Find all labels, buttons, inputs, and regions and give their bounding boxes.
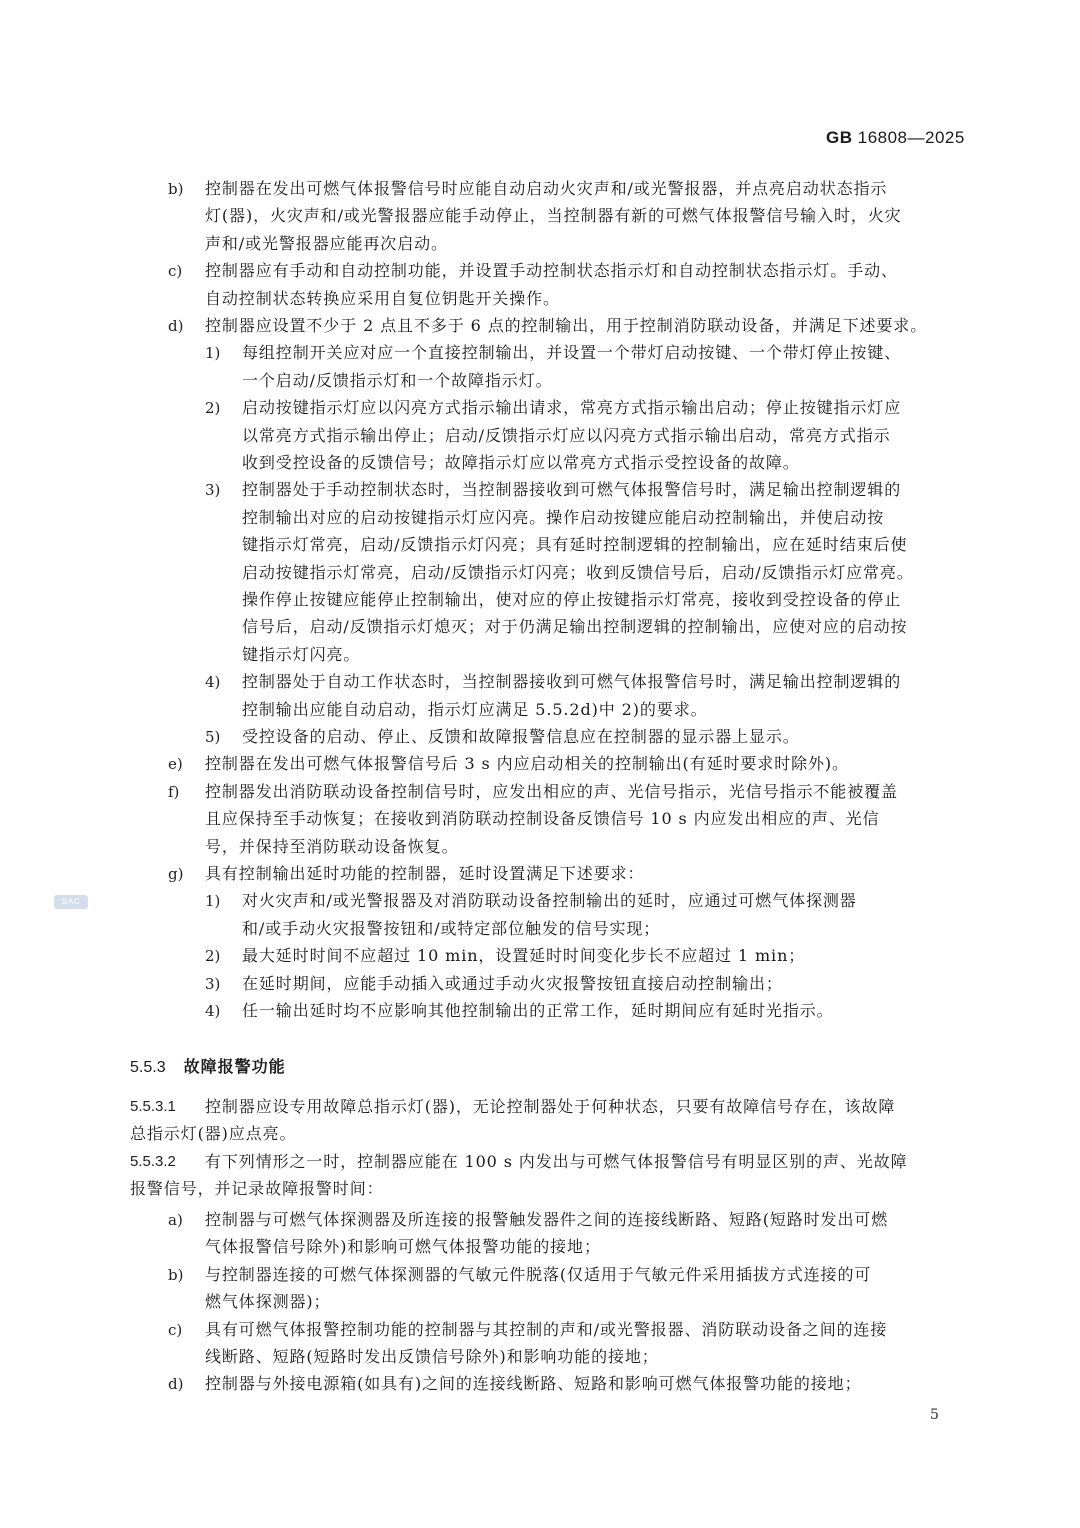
sub-item-line: 一个启动/反馈指示灯和一个故障指示灯。	[242, 370, 553, 390]
list-item-marker: f)	[168, 782, 180, 801]
list-item-line: 控制器在发出可燃气体报警信号时应能自动启动火灾声和/或光警报器，并点亮启动状态指示	[205, 179, 888, 198]
fault-item-marker: d)	[168, 1375, 184, 1394]
list-item-line: 号，并保持至消防联动设备恢复。	[205, 836, 459, 856]
fault-item-line: 与控制器连接的可燃气体探测器的气敏元件脱落(仅适用于气敏元件采用插拔方式连接的可	[205, 1264, 872, 1284]
clause-line: 有下列情形之一时，控制器应能在 100 s 内发出与可燃气体报警信号有明显区别的声、光故障	[205, 1152, 908, 1171]
fault-item-line: 燃气体探测器)；	[205, 1292, 331, 1312]
fault-item-marker: b)	[168, 1265, 184, 1284]
list-item-marker: d)	[168, 317, 184, 335]
sub-item-marker: 2)	[205, 947, 221, 966]
sub-item-marker: 1)	[205, 344, 221, 363]
sub-item-line: 和/或手动火灾报警按钮和/或特定部位触发的信号实现；	[242, 918, 661, 938]
sub-item-line: 控制输出对应的启动按键指示灯应闪亮。操作启动按键应能启动控制输出，并使启动按	[242, 507, 885, 527]
list-item-marker: e)	[168, 755, 183, 774]
watermark-logo: SAC	[54, 895, 88, 909]
sub-item-line: 控制器处于自动工作状态时，当控制器接收到可燃气体报警信号时，满足输出控制逻辑的	[242, 672, 902, 692]
list-item-line: 控制器应设置不少于 2 点且不多于 6 点的控制输出，用于控制消防联动设备，并满足下述要求。	[205, 316, 928, 335]
list-item-line: 灯(器)，火灾声和/或光警报器应能手动停止，当控制器有新的可燃气体报警信号输入时，火灾	[205, 206, 902, 226]
list-item-marker: b)	[168, 180, 184, 198]
list-item-line: 控制器应有手动和自动控制功能，并设置手动控制状态指示灯和自动控制状态指示灯。手动、	[205, 261, 898, 281]
section-heading	[130, 1057, 286, 1078]
sub-item-marker: 2)	[205, 399, 221, 418]
standard-number: 16808—2025	[857, 128, 965, 147]
sub-item-line: 收到受控设备的反馈信号；故障指示灯应以常亮方式指示受控设备的故障。	[242, 453, 800, 472]
sub-item-marker: 3)	[205, 974, 221, 993]
sub-item-marker: 5)	[205, 728, 221, 746]
list-item-line: 控制器发出消防联动设备控制信号时，应发出相应的声、光信号指示，光信号指示不能被覆盖	[205, 781, 898, 801]
sub-item-line: 任一输出延时均不应影响其他控制输出的正常工作，延时期间应有延时光指示。	[242, 1001, 834, 1020]
sub-item-line: 以常亮方式指示输出停止；启动/反馈指示灯应以闪亮方式指示输出启动，常亮方式指示	[242, 425, 891, 445]
sub-item-line: 启动按键指示灯常亮，启动/反馈指示灯闪亮；收到反馈信号后，启动/反馈指示灯应常亮。	[242, 562, 914, 582]
sub-item-line: 启动按键指示灯应以闪亮方式指示输出请求，常亮方式指示输出启动；停止按键指示灯应	[242, 398, 902, 418]
clause-line: 总指示灯(器)应点亮。	[130, 1124, 297, 1144]
sub-item-line: 在延时期间，应能手动插入或通过手动火灾报警按钮直接启动控制输出；	[242, 973, 783, 993]
fault-item-line: 线断路、短路(短路时发出反馈信号除外)和影响功能的接地；	[205, 1347, 659, 1366]
standard-code	[826, 128, 965, 148]
sub-item-marker: 3)	[205, 481, 221, 500]
list-item-line: 自动控制状态转换应采用自复位钥匙开关操作。	[205, 288, 560, 308]
fault-item-marker: a)	[168, 1211, 183, 1229]
sub-item-line: 键指示灯常亮，启动/反馈指示灯闪亮；具有延时控制逻辑的控制输出，应在延时结束后使	[242, 535, 908, 555]
list-item-line: 控制器在发出可燃气体报警信号后 3 s 内应启动相关的控制输出(有延时要求时除外)。	[205, 754, 849, 774]
clause-line: 报警信号，并记录故障报警时间：	[130, 1179, 384, 1199]
sub-item-line: 对火灾声和/或光警报器及对消防联动设备控制输出的延时，应通过可燃气体探测器	[242, 891, 857, 911]
fault-item-marker: c)	[168, 1320, 183, 1339]
list-item-line: 声和/或光警报器应能再次启动。	[205, 233, 448, 253]
standard-prefix: GB	[826, 128, 853, 147]
sub-item-line: 操作停止按键应能停止控制输出，使对应的停止按键指示灯常亮，接收到受控设备的停止	[242, 590, 902, 609]
sub-item-marker: 1)	[205, 892, 221, 911]
sub-item-line: 每组控制开关应对应一个直接控制输出，并设置一个带灯启动按键、一个带灯停止按键、	[242, 343, 902, 363]
clause-number: 5.5.3.1	[130, 1098, 176, 1115]
sub-item-line: 控制器处于手动控制状态时，当控制器接收到可燃气体报警信号时，满足输出控制逻辑的	[242, 480, 902, 500]
sub-item-line: 信号后，启动/反馈指示灯熄灭；对于仍满足输出控制逻辑的控制输出，应使对应的启动按	[242, 617, 908, 637]
sub-item-marker: 4)	[205, 1002, 221, 1020]
list-item-marker: c)	[168, 262, 183, 281]
clause-number: 5.5.3.2	[130, 1153, 176, 1170]
sub-item-line: 最大延时时间不应超过 10 min，设置延时时间变化步长不应超过 1 min；	[242, 946, 806, 966]
sub-item-line: 控制输出应能自动启动，指示灯应满足 5.5.2d)中 2)的要求。	[242, 699, 708, 719]
list-item-line: 具有控制输出延时功能的控制器，延时设置满足下述要求：	[205, 864, 645, 883]
fault-item-line: 气体报警信号除外)和影响可燃气体报警功能的接地；	[205, 1237, 601, 1257]
sub-item-line: 键指示灯闪亮。	[242, 644, 361, 664]
list-item-marker: g)	[168, 865, 184, 883]
page-number: 5	[930, 1407, 939, 1423]
fault-item-line: 控制器与可燃气体探测器及所连接的报警触发器件之间的连接线断路、短路(短路时发出可燃	[205, 1210, 889, 1229]
sub-item-line: 受控设备的启动、停止、反馈和故障报警信息应在控制器的显示器上显示。	[242, 727, 800, 746]
list-item-line: 且应保持至手动恢复；在接收到消防联动控制设备反馈信号 10 s 内应发出相应的声、光信	[205, 809, 880, 829]
section-number: 5.5.3	[130, 1059, 166, 1076]
fault-item-line: 控制器与外接电源箱(如具有)之间的连接线断路、短路和影响可燃气体报警功能的接地；	[205, 1374, 862, 1394]
section-title: 故障报警功能	[183, 1057, 286, 1076]
fault-item-line: 具有可燃气体报警控制功能的控制器与其控制的声和/或光警报器、消防联动设备之间的连接	[205, 1319, 888, 1339]
sub-item-marker: 4)	[205, 673, 221, 692]
clause-line: 控制器应设专用故障总指示灯(器)，无论控制器处于何种状态，只要有故障信号存在，该故障	[205, 1097, 896, 1116]
